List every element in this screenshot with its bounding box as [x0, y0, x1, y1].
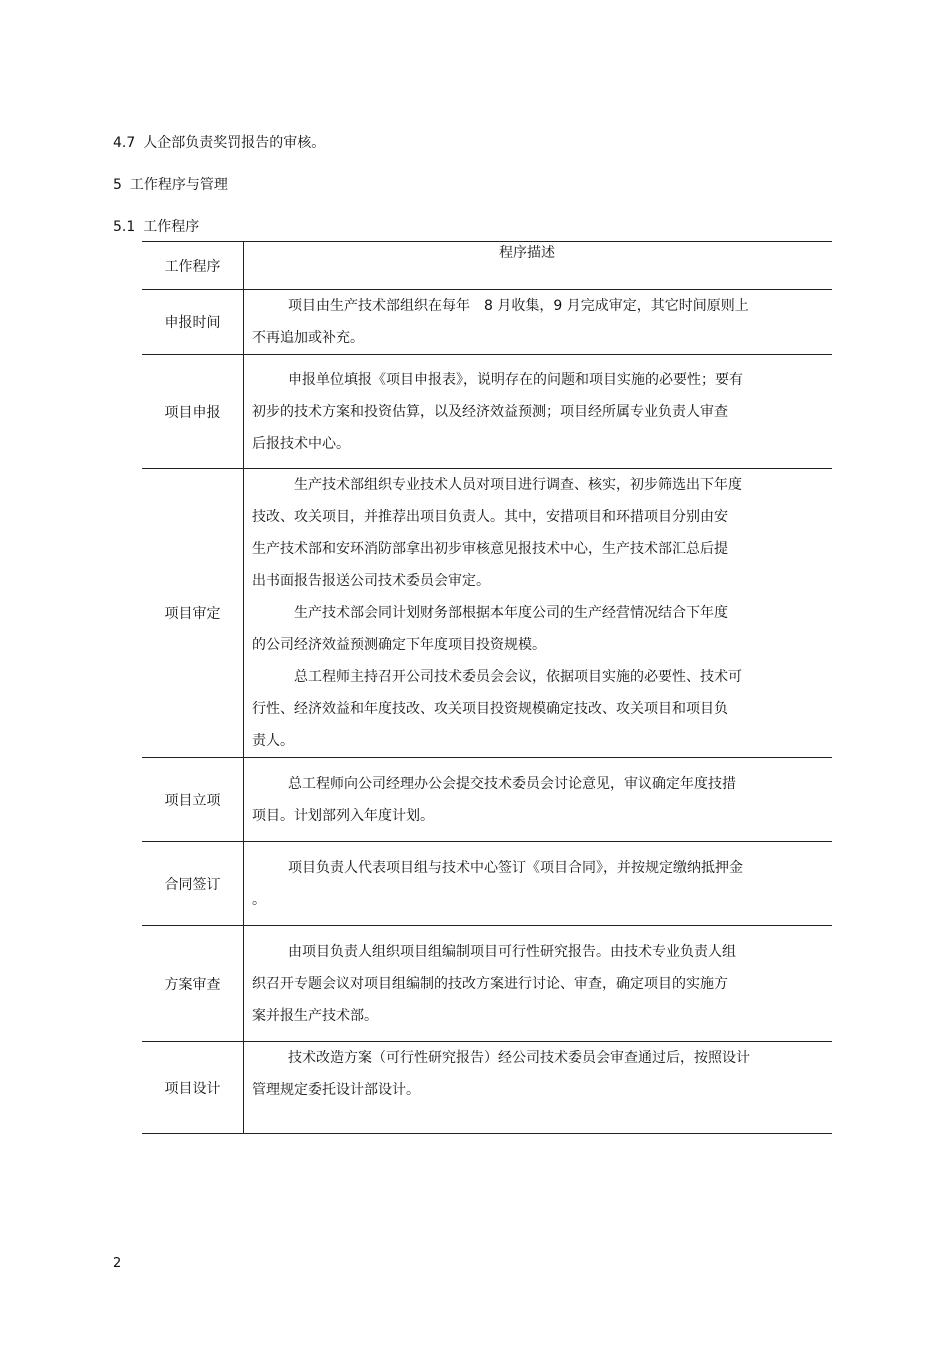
table-row [142, 842, 832, 926]
desc-line: 总工程师向公司经理办公会提交技术委员会讨论意见，审议确定年度技措 [288, 775, 736, 792]
section-text: 工作程序与管理 [129, 177, 228, 193]
desc-line: 生产技术部组织专业技术人员对项目进行调查、核实，初步筛选出下年度 [294, 477, 742, 493]
desc-line: 后报技术中心。 [252, 435, 350, 452]
desc-line: 案并报生产技术部。 [252, 1007, 378, 1024]
procedure-table [142, 241, 832, 1134]
row-desc [244, 926, 833, 1042]
section-4-7 [113, 132, 325, 152]
row-step: 项目设计 [142, 1042, 244, 1134]
row-desc [244, 469, 833, 758]
desc-line: 申报单位填报《项目申报表》，说明存在的问题和项目实施的必要性；要有 [288, 371, 743, 388]
desc-line: 初步的技术方案和投资估算，以及经济效益预测；项目经所属专业负责人审查 [252, 403, 728, 420]
desc-line: 技改、攻关项目，并推荐出项目负责人。其中，安措项目和环措项目分别由安 [252, 509, 728, 525]
section-number: 5.1 [113, 219, 136, 235]
desc-line: 生产技术部会同计划财务部根据本年度公司的生产经营情况结合下年度 [294, 605, 728, 621]
desc-line: 出书面报告报送公司技术委员会审定。 [252, 573, 490, 589]
desc-line: 责人。 [252, 733, 294, 749]
section-5-1-heading [113, 216, 199, 236]
desc-line: 生产技术部和安环消防部拿出初步审核意见报技术中心，生产技术部汇总后提 [252, 541, 728, 557]
desc-line: 的公司经济效益预测确定下年度项目投资规模。 [252, 637, 546, 653]
desc-line: 管理规定委托设计部设计。 [252, 1082, 420, 1098]
row-step: 合同签订 [142, 842, 244, 926]
row-step: 项目审定 [142, 469, 244, 758]
section-text: 人企部负责奖罚报告的审核。 [143, 135, 326, 151]
desc-line: 织召开专题会议对项目组编制的技改方案进行讨论、审查，确定项目的实施方 [252, 975, 728, 992]
row-desc [244, 355, 833, 469]
table-row [142, 926, 832, 1042]
row-desc [244, 842, 833, 926]
row-desc [244, 290, 833, 355]
header-step: 工作程序 [142, 242, 244, 290]
table-row [142, 290, 832, 355]
desc-line: 总工程师主持召开公司技术委员会会议，依据项目实施的必要性、技术可 [294, 669, 742, 685]
table-header-row [142, 242, 832, 290]
desc-line: 项目。计划部列入年度计划。 [252, 807, 434, 824]
desc-line: 。 [252, 891, 266, 908]
desc-line: 项目负责人代表项目组与技术中心签订《项目合同》，并按规定缴纳抵押金 [288, 859, 743, 876]
table-row [142, 1042, 832, 1134]
section-5-heading [113, 174, 228, 194]
row-step: 项目立项 [142, 758, 244, 842]
header-desc: 程序描述 [499, 245, 555, 261]
row-desc [244, 1042, 833, 1134]
table-row [142, 355, 832, 469]
row-step: 方案审查 [142, 926, 244, 1042]
desc-line: 不再追加或补充。 [252, 330, 364, 346]
desc-line: 项目由生产技术部组织在每年 8 月收集，9 月完成审定，其它时间原则上 [288, 298, 749, 314]
table-row [142, 758, 832, 842]
section-number: 5 [113, 177, 122, 193]
desc-line: 技术改造方案（可行性研究报告）经公司技术委员会审查通过后，按照设计 [288, 1050, 750, 1066]
table-row [142, 469, 832, 758]
desc-line: 由项目负责人组织项目组编制项目可行性研究报告。由技术专业负责人组 [288, 943, 736, 960]
desc-line: 行性、经济效益和年度技改、攻关项目投资规模确定技改、攻关项目和项目负 [252, 701, 728, 717]
page-number: 2 [113, 1256, 122, 1271]
section-number: 4.7 [113, 135, 136, 151]
row-step: 项目申报 [142, 355, 244, 469]
row-step: 申报时间 [142, 290, 244, 355]
row-desc [244, 758, 833, 842]
section-text: 工作程序 [143, 219, 200, 235]
